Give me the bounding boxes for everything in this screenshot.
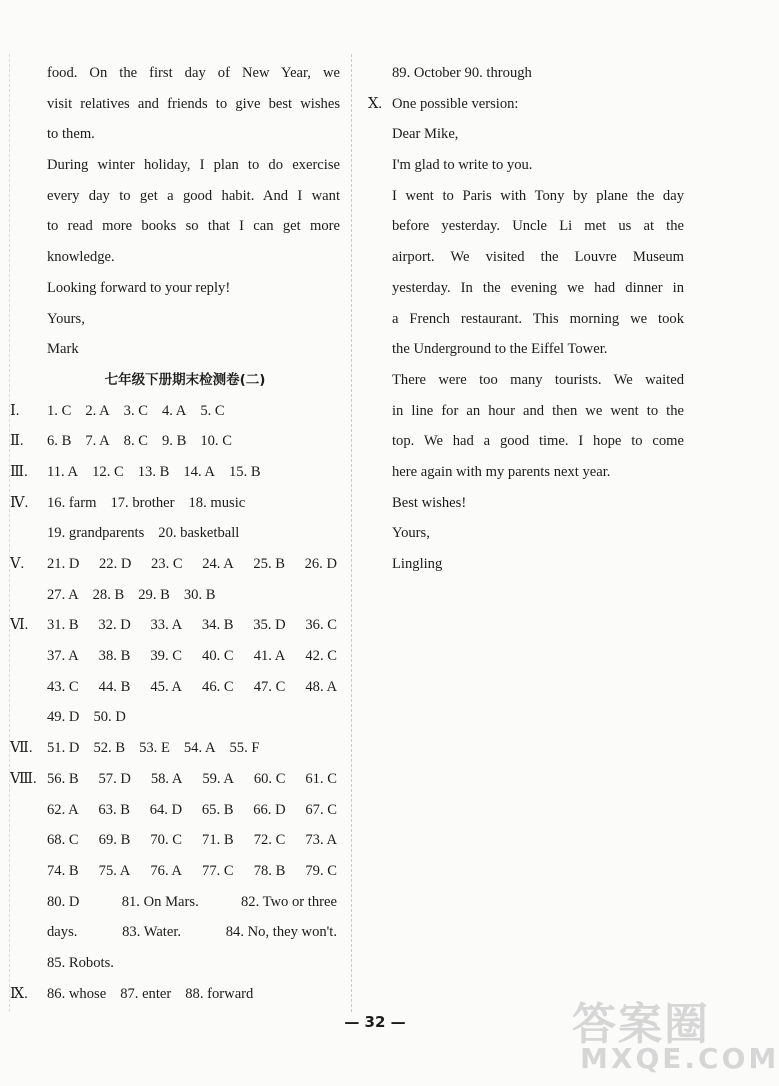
answer-row [10, 795, 350, 826]
answer-item: 25. B [253, 556, 285, 572]
letter-line: There were too many tourists. We waited [392, 371, 684, 388]
answer-item: 87. enter [120, 985, 172, 1002]
answer-item: days. [47, 924, 78, 941]
answer-row [10, 549, 350, 580]
answer-item: 80. D [47, 893, 80, 910]
answer-items [47, 979, 350, 1010]
answer-item: 70. C [150, 832, 182, 849]
answer-item: 32. D [98, 617, 131, 634]
section-number: Ⅷ. [10, 770, 37, 787]
watermark-url: MXQE.COM [580, 1042, 779, 1075]
answer-item: 55. F [229, 740, 260, 757]
answer-item: 34. B [201, 617, 234, 634]
answer-items [47, 549, 337, 580]
section-number: Ⅰ. [10, 402, 20, 419]
answer-item: 15. B [228, 463, 261, 480]
answer-item: 28. B [92, 586, 125, 603]
section-number: Ⅲ. [10, 463, 28, 480]
answer-item: 47. C [253, 678, 286, 695]
answer-item: 44. B [98, 678, 131, 695]
section-number: Ⅸ. [10, 985, 28, 1002]
answer-item: 19. grandparents [47, 525, 145, 542]
letter-line: here again with my parents next year. [392, 463, 611, 480]
page-number: — 32 — [344, 1013, 406, 1031]
answer-item: 66. D [253, 801, 286, 818]
right-column [368, 58, 688, 580]
answer-items [47, 488, 350, 519]
answer-item: 69. B [98, 832, 131, 849]
answer-item: 85. Robots. [47, 954, 114, 971]
answer-item: 1. C [47, 402, 72, 419]
letter-line: visit relatives and friends to give best wishes [47, 95, 340, 112]
answer-item: 48. A [305, 678, 337, 695]
answer-item: 64. D [149, 801, 183, 818]
section-number: Ⅹ. [368, 95, 383, 112]
answer-row [10, 641, 350, 672]
answer-item: 73. A [305, 832, 337, 849]
answer-item: 78. B [253, 862, 286, 879]
answer-items [47, 887, 337, 918]
watermark-title: 答案圈 [572, 999, 710, 1050]
signature: Lingling [392, 556, 443, 572]
letter-line: food. On the first day of New Year, we [47, 65, 340, 81]
closing-line: Yours, [47, 310, 85, 327]
answer-row [10, 426, 350, 457]
answer-item: 27. A [47, 586, 79, 603]
answer-row [10, 825, 350, 856]
answer-item: 51. D [47, 740, 80, 757]
answer-items [47, 672, 337, 703]
answer-item: 8. C [123, 433, 148, 450]
answer-item: 61. C [305, 770, 337, 787]
section-number [10, 887, 47, 918]
answer-items [47, 641, 337, 672]
answer-item: 26. D [304, 556, 337, 572]
section-number [10, 672, 47, 703]
answer-items [47, 610, 337, 641]
answer-line [368, 89, 688, 120]
answer-item: 88. forward [185, 985, 254, 1002]
section-number [10, 825, 47, 856]
answer-items [47, 457, 350, 488]
answer-item: 74. B [47, 862, 79, 879]
answer-row [10, 917, 350, 948]
answer-item: 52. B [93, 740, 126, 757]
column-divider [351, 54, 352, 1012]
answer-item: 75. A [98, 862, 131, 879]
closing-line: Looking forward to your reply! [47, 279, 231, 296]
answer-item: 2. A [85, 402, 110, 419]
answer-items [47, 948, 350, 979]
letter-line: I went to Paris with Tony by plane the day [392, 187, 684, 204]
answer-item: 50. D [93, 709, 126, 726]
answer-row [10, 610, 350, 641]
answer-items [47, 856, 337, 887]
answer-item: 59. A [202, 770, 234, 787]
answer-items [47, 580, 350, 611]
answer-item: 10. C [200, 433, 232, 450]
closing-line: Yours, [392, 525, 430, 542]
answer-item: 31. B [47, 617, 79, 634]
section-title: 七年级下册期末检测卷(二) [104, 371, 266, 388]
section-number [10, 948, 47, 979]
section-number [10, 641, 47, 672]
letter-line: every day to get a good habit. And I want [47, 187, 340, 204]
letter-line: I'm glad to write to you. [392, 157, 533, 174]
left-column [10, 58, 350, 1009]
letter-line: the Underground to the Eiffel Tower. [392, 341, 608, 358]
closing-line: Best wishes! [392, 494, 467, 511]
answer-row [10, 733, 350, 764]
answer-item: 72. C [253, 832, 286, 849]
letter-greeting: Dear Mike, [392, 126, 459, 143]
section-number [10, 702, 47, 733]
answer-item: 76. A [150, 862, 182, 879]
answer-item: 9. B [161, 433, 187, 450]
watermark-logo [562, 988, 779, 1078]
letter-line: airport. We visited the Louvre Museum [392, 249, 684, 266]
answer-row [10, 764, 350, 795]
answer-items [47, 917, 337, 948]
letter-line: to read more books so that I can get more [47, 218, 340, 235]
answer-item: 68. C [47, 832, 79, 849]
answer-item: 46. C [202, 678, 234, 695]
answer-item: 71. B [202, 832, 234, 849]
answer-item: 56. B [47, 770, 79, 787]
answer-item: 20. basketball [158, 525, 240, 542]
answer-row [10, 672, 350, 703]
section-number [10, 580, 47, 611]
answer-items [47, 825, 337, 856]
answer-line: 89. October 90. through [392, 65, 532, 81]
answer-item: 3. C [123, 402, 148, 419]
section-number: Ⅱ. [10, 433, 24, 450]
section-number [10, 856, 47, 887]
letter-line: a French restaurant. This morning we took [392, 310, 684, 327]
answer-item: 40. C [202, 648, 234, 665]
answer-item: 60. C [253, 770, 286, 787]
answer-item: 21. D [47, 556, 80, 572]
answer-item: 63. B [98, 801, 130, 818]
answer-item: 39. C [150, 648, 182, 665]
letter-line: yesterday. In the evening we had dinner in [392, 279, 684, 296]
answer-item: 6. B [47, 433, 72, 450]
answer-items [47, 396, 350, 427]
answer-row [10, 948, 350, 979]
answer-row [10, 702, 350, 733]
answer-row [10, 580, 350, 611]
answer-item: 79. C [305, 862, 337, 879]
answer-text: One possible version: [392, 95, 519, 112]
answer-item: 37. A [47, 648, 79, 665]
answer-item: 23. C [151, 556, 183, 572]
letter-line: before yesterday. Uncle Li met us at the [392, 218, 684, 235]
section-number [10, 518, 47, 549]
answer-item: 5. C [200, 402, 225, 419]
answer-item: 77. C [202, 862, 234, 879]
section-number: Ⅶ. [10, 740, 33, 757]
answer-item: 83. Water. [122, 924, 182, 941]
answer-item: 14. A [183, 463, 215, 480]
section-number [10, 917, 47, 948]
answer-row [10, 396, 350, 427]
letter-line: During winter holiday, I plan to do exercise [47, 157, 340, 174]
answer-item: 62. A [47, 801, 79, 818]
answer-item: 22. D [99, 556, 132, 572]
answer-items [47, 733, 350, 764]
answer-item: 58. A [150, 770, 183, 787]
answer-list [10, 396, 350, 1010]
answer-item: 33. A [150, 617, 183, 634]
answer-item: 67. C [305, 801, 337, 818]
answer-item: 11. A [47, 463, 79, 480]
answer-item: 54. A [183, 740, 216, 757]
answer-items [47, 702, 350, 733]
answer-item: 86. whose [47, 985, 107, 1002]
answer-row [10, 887, 350, 918]
signature: Mark [47, 341, 79, 358]
answer-item: 17. brother [110, 494, 175, 511]
section-number: Ⅴ. [10, 556, 25, 572]
answer-item: 65. B [201, 801, 234, 818]
answer-row [10, 856, 350, 887]
answer-item: 84. No, they won't. [225, 924, 337, 941]
answer-item: 18. music [188, 494, 246, 511]
answer-item: 7. A [85, 433, 110, 450]
answer-row [10, 457, 350, 488]
letter-line: top. We had a good time. I hope to come [392, 433, 684, 450]
section-number [10, 795, 47, 826]
answer-items [47, 795, 337, 826]
answer-row [10, 488, 350, 519]
answer-item: 81. On Mars. [121, 893, 199, 910]
answer-item: 30. B [183, 586, 216, 603]
letter-line: to them. [47, 126, 95, 143]
answer-item: 42. C [305, 648, 337, 665]
letter-body [368, 181, 688, 488]
letter-line: in line for an hour and then we went to the [392, 402, 684, 419]
answer-item: 12. C [92, 463, 124, 480]
answer-item: 53. E [139, 740, 170, 757]
answer-items [47, 518, 350, 549]
answer-item: 57. D [98, 770, 131, 787]
answer-items [47, 426, 350, 457]
section-number: Ⅳ. [10, 494, 29, 511]
answer-item: 16. farm [47, 494, 97, 511]
answer-item: 82. Two or three [241, 893, 337, 910]
answer-item: 45. A [150, 678, 182, 695]
answer-item: 13. B [137, 463, 170, 480]
answer-item: 4. A [161, 402, 187, 419]
answer-items [47, 764, 337, 795]
letter-line: knowledge. [47, 249, 115, 266]
answer-row [10, 979, 350, 1010]
answer-item: 41. A [253, 648, 286, 665]
answer-item: 29. B [138, 586, 170, 603]
answer-row [10, 518, 350, 549]
section-number: Ⅵ. [10, 617, 29, 634]
answer-item: 43. C [47, 678, 79, 695]
answer-item: 49. D [47, 709, 80, 726]
answer-item: 36. C [305, 617, 337, 634]
answer-item: 24. A [202, 556, 234, 572]
answer-item: 38. B [98, 648, 131, 665]
answer-item: 35. D [253, 617, 286, 634]
